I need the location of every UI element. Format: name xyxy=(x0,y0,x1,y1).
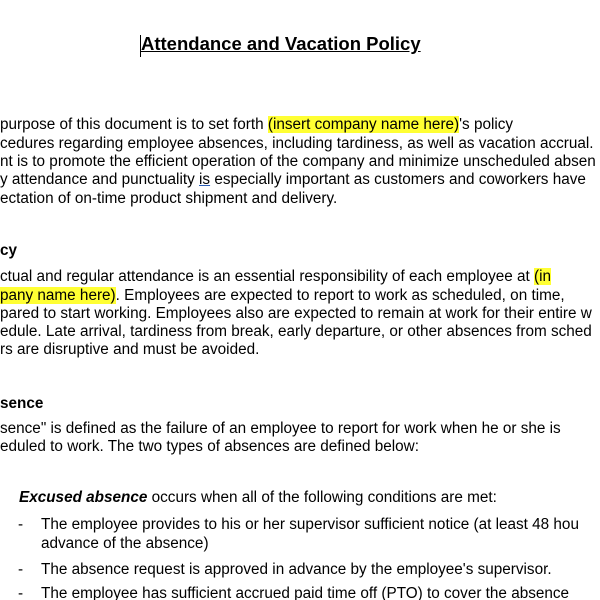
policy-line-1: ctual and regular attendance is an essential responsibility of each employee at (in xyxy=(0,268,552,285)
grammar-flag: is xyxy=(199,171,211,188)
absence-line-2: eduled to work. The two types of absences are defined below: xyxy=(0,438,419,455)
purpose-line-4: y attendance and punctuality is especially important as customers and coworkers have xyxy=(0,171,586,188)
policy-line-3: pared to start working. Employees also are expected to remain at work for their entire w xyxy=(0,305,592,322)
purpose-line-2: cedures regarding employee absences, including tardiness, as well as vacation accrual. xyxy=(0,135,594,152)
document-page: Attendance and Vacation Policy purpose of this document is to set forth (insert company name here)'s policy cedures regarding employee absences, including tardiness, as well as vacation accrual. nt is to promote the efficient operation of the company and minimize unscheduled absen y attendance and punctuality is especially important as customers and coworkers have ectation of on-time product shipment and delivery. cy ctual and regular attendance is an essential responsibility of each employee at (in pany name here). Employees are expected to report to work as scheduled, on time, pared to start working. Employees also are expected to remain at work for their entire w edule. Late arrival, tardiness from break, early departure, or other absences from sched rs are disruptive and must be avoided. sence sence" is defined as the failure of an employee to report for work when he or she is eduled to work. The two types of absences are defined below: Excused absence occurs when all of the following conditions are met: - The employee provides to his or her supervisor sufficient notice (at least 48 hou advance of the absence) - The absence request is approved in advance by the employee's supervisor. - The employee has sufficient accrued paid time off (PTO) to cover the absence xyxy=(0,0,600,600)
policy-line-5: rs are disruptive and must be avoided. xyxy=(0,341,260,358)
absence-line-1: sence" is defined as the failure of an employee to report for work when he or she is xyxy=(0,420,561,437)
company-name-placeholder: (in xyxy=(534,268,552,285)
company-name-placeholder: pany name here) xyxy=(0,287,116,304)
bullet-dash: - xyxy=(18,561,24,578)
bullet-dash: - xyxy=(18,516,24,533)
policy-line-2: pany name here). Employees are expected to report to work as scheduled, on time, xyxy=(0,287,565,304)
company-name-placeholder: (insert company name here) xyxy=(267,116,460,133)
excused-absence-intro: Excused absence occurs when all of the following conditions are met: xyxy=(19,489,497,506)
purpose-line-5: ectation of on-time product shipment and delivery. xyxy=(0,190,338,207)
policy-line-4: edule. Late arrival, tardiness from break, early departure, or other absences from sched xyxy=(0,323,592,340)
absence-heading: sence xyxy=(0,395,44,412)
bullet-dash: - xyxy=(18,585,24,600)
excused-absence-term: Excused absence xyxy=(19,489,148,506)
bullet-item-continuation: advance of the absence) xyxy=(41,535,209,552)
policy-heading: cy xyxy=(0,242,18,259)
purpose-line-1: purpose of this document is to set forth (insert company name here)'s policy xyxy=(0,116,514,133)
purpose-line-3: nt is to promote the efficient operation of the company and minimize unscheduled absen xyxy=(0,153,596,170)
document-title: Attendance and Vacation Policy xyxy=(141,33,421,54)
